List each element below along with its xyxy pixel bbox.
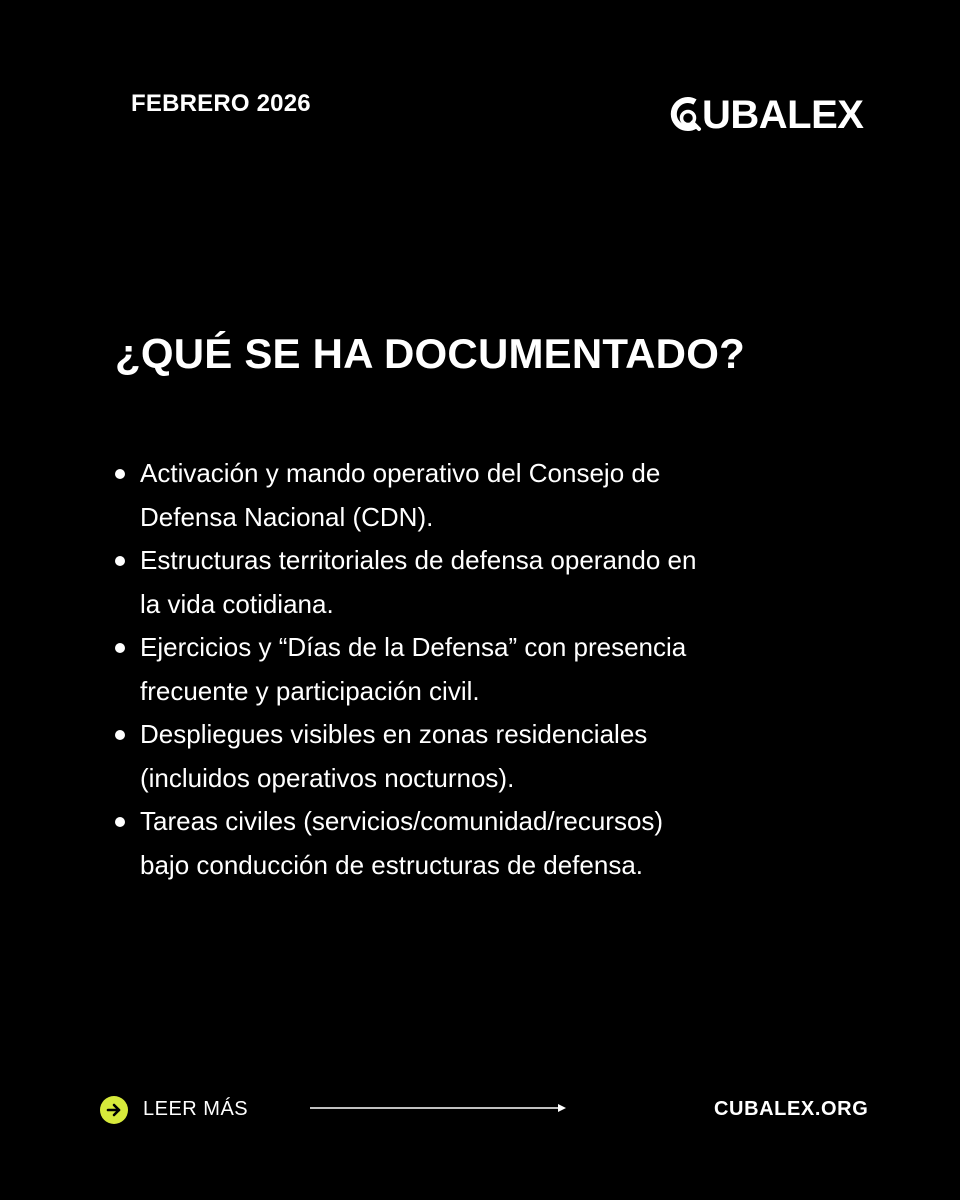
date-label: FEBRERO 2026 xyxy=(131,90,311,117)
logo-wordmark: UBALEX xyxy=(702,93,864,137)
list-item-line: la vida cotidiana. xyxy=(140,588,334,619)
bullet-dot-icon xyxy=(115,730,125,740)
list-item-line: Tareas civiles (servicios/comunidad/recursos) xyxy=(140,806,664,836)
logo-magnifier-c-icon xyxy=(664,93,704,137)
list-item xyxy=(113,626,823,713)
bullet-dot-icon xyxy=(115,643,125,653)
bullet-dot-icon xyxy=(115,817,125,827)
list-item xyxy=(113,800,823,887)
bullet-dot-icon xyxy=(115,469,125,479)
arrow-right-icon xyxy=(105,1101,123,1119)
list-item-line: Activación y mando operativo del Consejo de xyxy=(140,458,661,488)
documented-list xyxy=(113,452,823,887)
list-item-line: Defensa Nacional (CDN). xyxy=(140,501,434,532)
arrow-right-circle-icon[interactable] xyxy=(100,1096,128,1124)
page-title: ¿QUÉ SE HA DOCUMENTADO? xyxy=(115,330,745,377)
list-item xyxy=(113,539,823,626)
list-item-line: (incluidos operativos nocturnos). xyxy=(140,762,515,793)
list-item-line: frecuente y participación civil. xyxy=(140,675,480,706)
arrow-line-icon xyxy=(310,1101,566,1115)
list-item xyxy=(113,713,823,800)
bullet-dot-icon xyxy=(115,556,125,566)
list-item-line: bajo conducción de estructuras de defensa. xyxy=(140,849,644,880)
list-item-line: Estructuras territoriales de defensa operando en xyxy=(140,545,697,575)
read-more-link[interactable]: LEER MÁS xyxy=(143,1098,249,1120)
list-item xyxy=(113,452,823,539)
website-link[interactable]: CUBALEX.ORG xyxy=(714,1098,869,1120)
list-item-line: Despliegues visibles en zonas residenciales xyxy=(140,719,648,749)
cubalex-logo xyxy=(664,93,863,137)
list-item-line: Ejercicios y “Días de la Defensa” con presencia xyxy=(140,632,687,662)
